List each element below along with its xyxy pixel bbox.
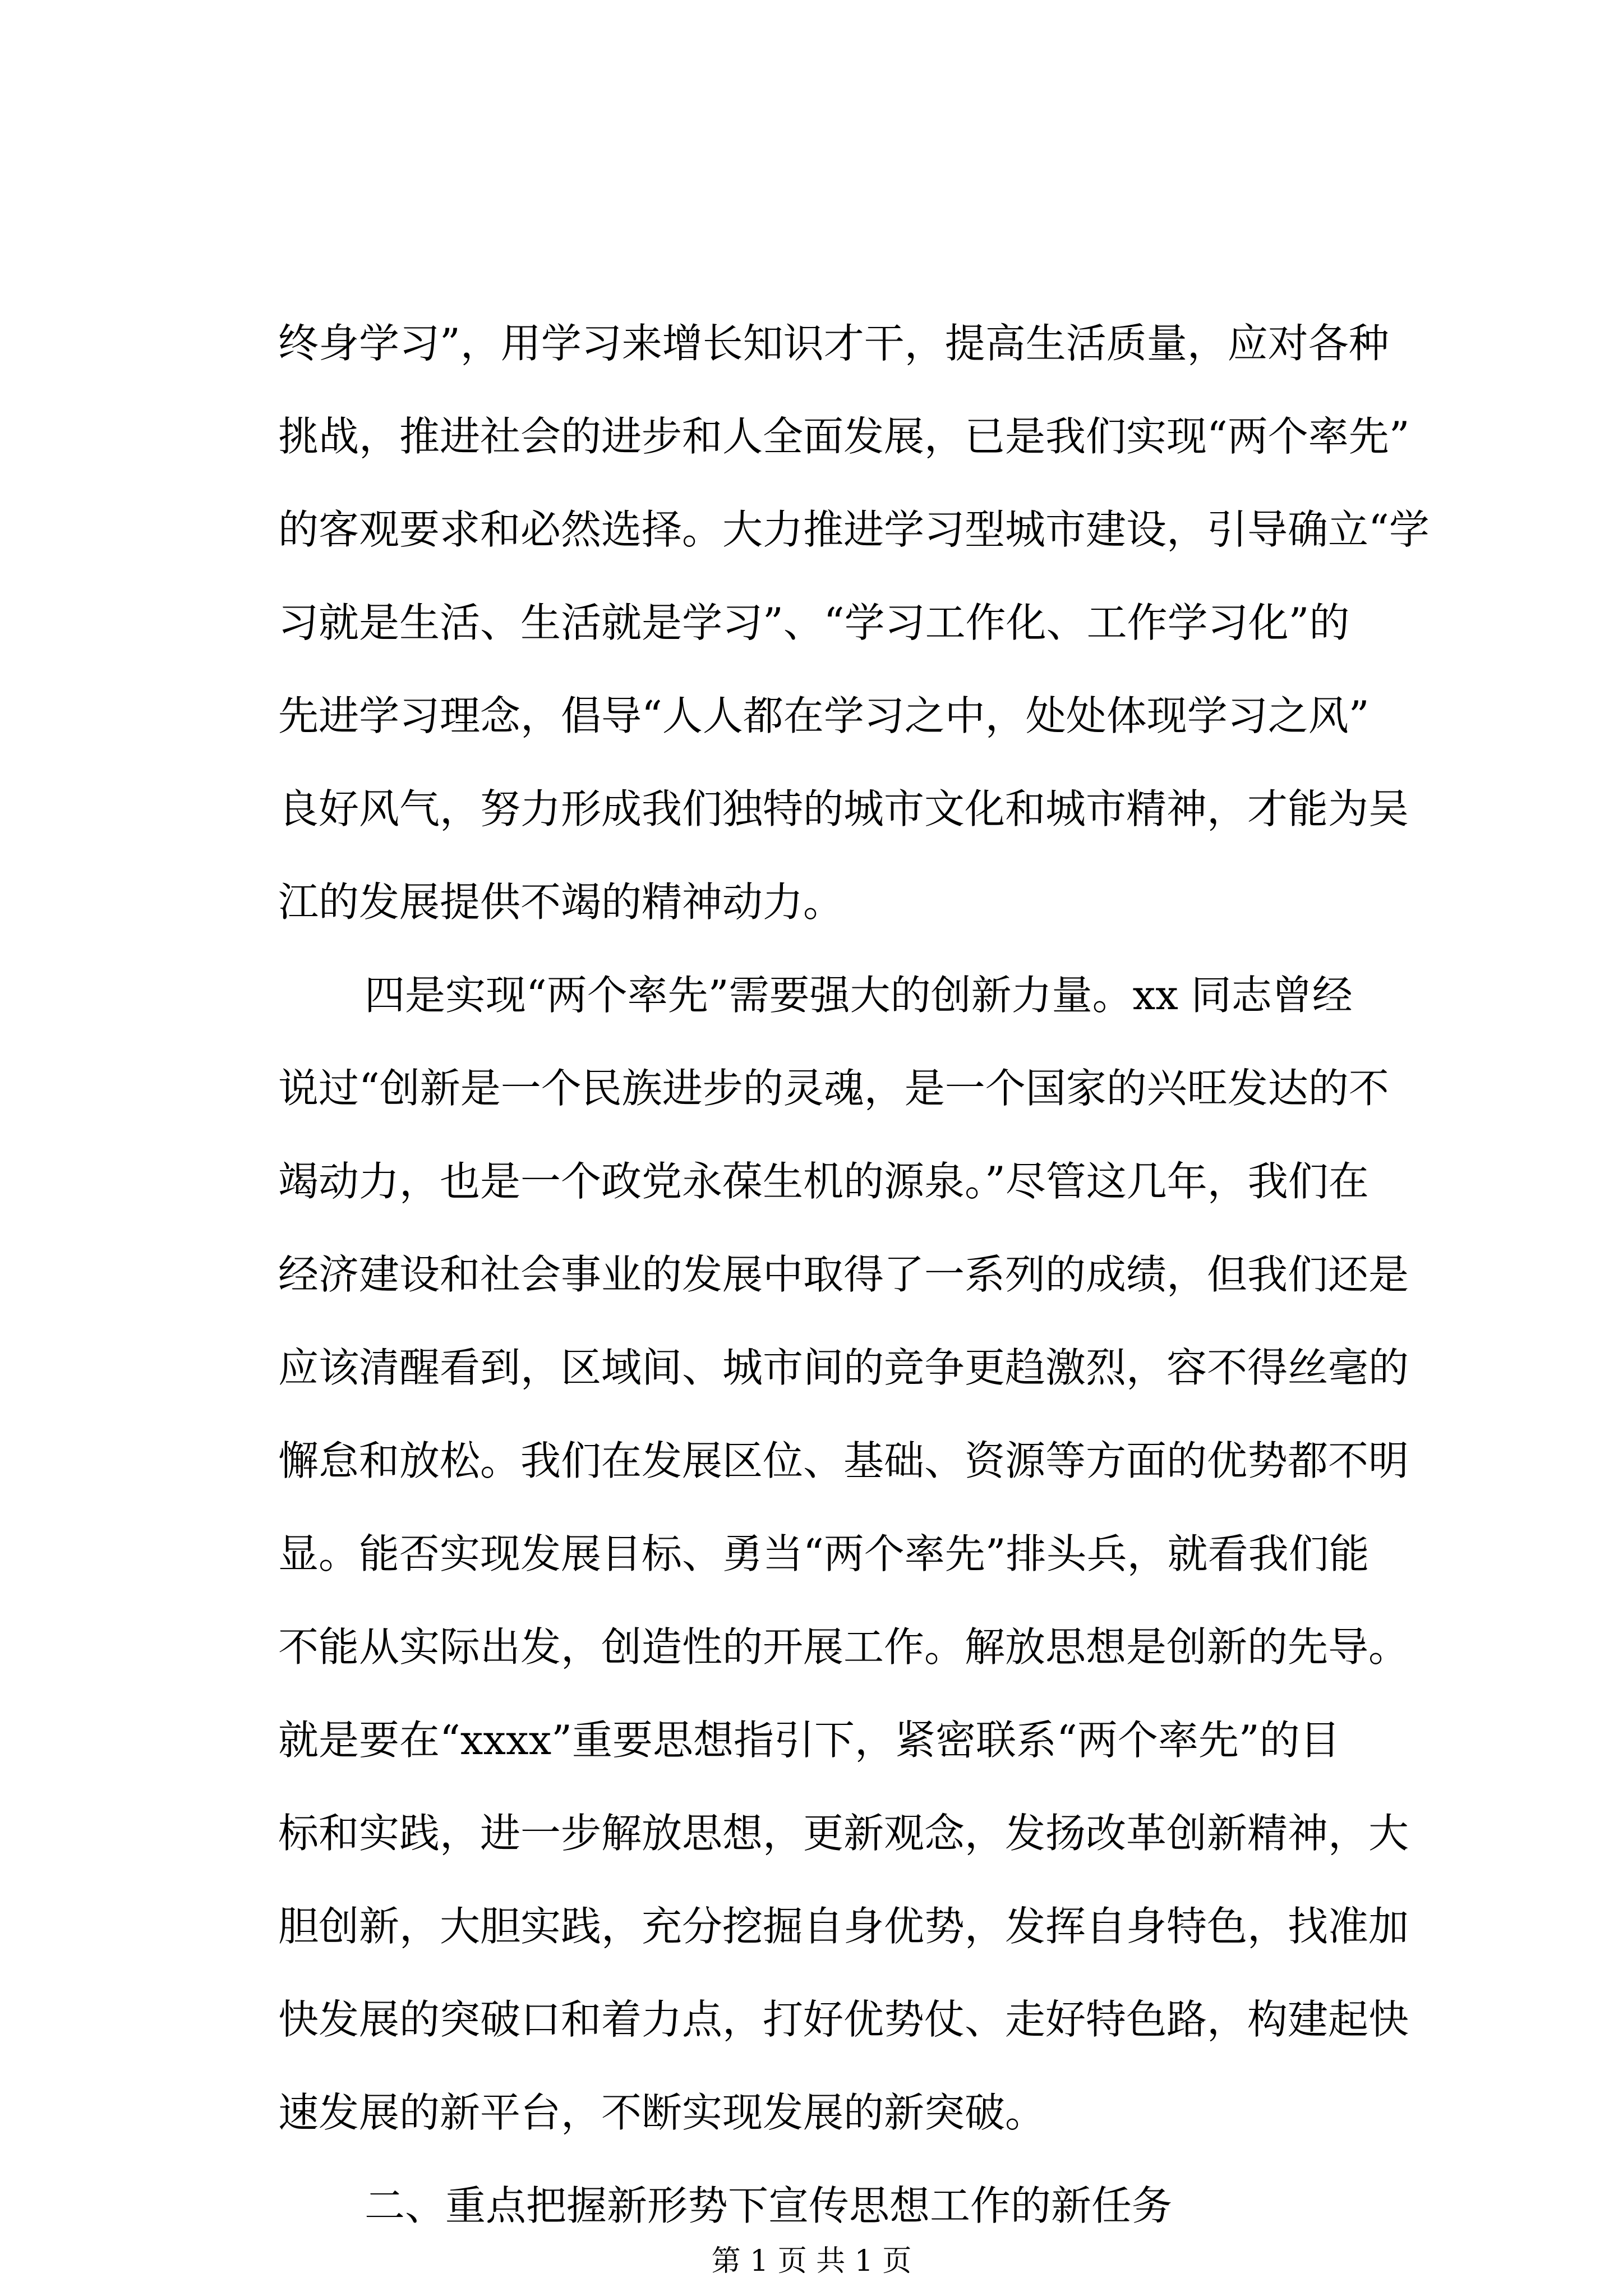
text-line: 应该清醒看到，区域间、城市间的竞争更趋激烈，容不得丝毫的 <box>278 1344 1409 1391</box>
text-line: 江的发展提供不竭的精神动力。 <box>278 878 844 926</box>
text-line: 竭动力，也是一个政党永葆生机的源泉。”尽管这几年，我们在 <box>278 1158 1369 1205</box>
text-line: 快发展的突破口和着力点，打好优势仗、走好特色路，构建起快 <box>278 1996 1409 2043</box>
text-line: 显。能否实现发展目标、勇当“两个率先”排头兵，就看我们能 <box>278 1530 1370 1577</box>
text-line: 习就是生活、生活就是学习”、“学习工作化、工作学习化”的 <box>278 599 1350 646</box>
text-line: 挑战，推进社会的进步和人全面发展，已是我们实现“两个率先” <box>278 413 1410 460</box>
section-heading: 二、重点把握新形势下宣传思想工作的新任务 <box>365 2182 1173 2229</box>
text-line: 速发展的新平台，不断实现发展的新突破。 <box>278 2089 1046 2136</box>
text-line: 终身学习”，用学习来增长知识才干，提高生活质量，应对各种 <box>278 320 1389 367</box>
text-line: 良好风气，努力形成我们独特的城市文化和城市精神，才能为吴 <box>278 785 1409 832</box>
text-line: 的客观要求和必然选择。大力推进学习型城市建设，引导确立“学 <box>278 506 1430 553</box>
text-line: 先进学习理念，倡导“人人都在学习之中，处处体现学习之风” <box>278 692 1370 739</box>
text-line: 说过“创新是一个民族进步的灵魂，是一个国家的兴旺发达的不 <box>278 1065 1389 1112</box>
text-line: 标和实践，进一步解放思想，更新观念，发扬改革创新精神，大 <box>278 1810 1409 1857</box>
text-line: 四是实现“两个率先”需要强大的创新力量。xx 同志曾经 <box>365 972 1353 1019</box>
text-line: 胆创新，大胆实践，充分挖掘自身优势，发挥自身特色，找准加 <box>278 1903 1409 1950</box>
page-footer: 第 1 页 共 1 页 <box>711 2244 912 2278</box>
text-line: 懈怠和放松。我们在发展区位、基础、资源等方面的优势都不明 <box>278 1437 1409 1484</box>
text-line: 不能从实际出发，创造性的开展工作。解放思想是创新的先导。 <box>278 1623 1409 1671</box>
text-line: 经济建设和社会事业的发展中取得了一系列的成绩，但我们还是 <box>278 1251 1409 1298</box>
text-line: 就是要在“xxxx”重要思想指引下，紧密联系“两个率先”的目 <box>278 1717 1340 1764</box>
